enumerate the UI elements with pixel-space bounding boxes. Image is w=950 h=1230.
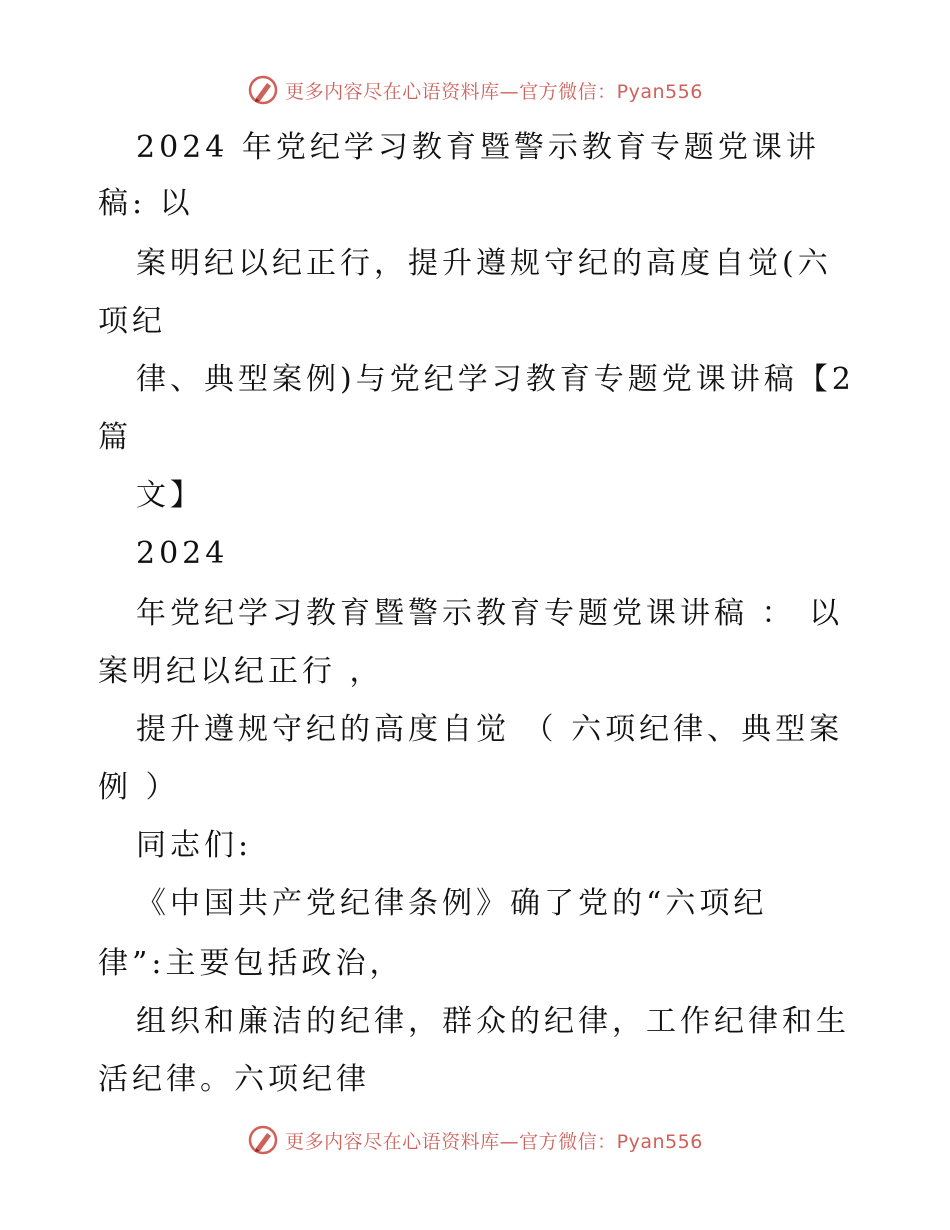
text-line: 同志们: xyxy=(136,828,253,863)
text-line: 案明纪以纪正行 ， xyxy=(98,654,384,689)
text-line: 项纪 xyxy=(98,304,166,339)
text-line: 稿: 以 xyxy=(98,186,194,221)
pen-logo-icon xyxy=(247,1124,279,1156)
text-line: 案明纪以纪正行，提升遵规守纪的高度自觉(六 xyxy=(136,246,832,281)
text-line: 例 ） xyxy=(98,770,180,805)
watermark-text: 更多内容尽在心语资料库—官方微信：Pyan556 xyxy=(285,80,703,103)
text-line: 活纪律。六项纪律 xyxy=(98,1062,370,1097)
text-line: 文】 xyxy=(136,478,204,513)
header-watermark xyxy=(0,70,950,110)
text-line: 律、典型案例)与党纪学习教育专题党课讲稿【2 xyxy=(136,362,855,397)
pen-logo-icon xyxy=(247,74,279,106)
text-line: 律”:主要包括政治， xyxy=(98,946,404,981)
footer-watermark xyxy=(0,1120,950,1160)
watermark-text: 更多内容尽在心语资料库—官方微信：Pyan556 xyxy=(285,1130,703,1153)
text-line: 《中国共产党纪律条例》确了党的“六项纪 xyxy=(136,886,768,921)
text-line: 组织和廉洁的纪律，群众的纪律，工作纪律和生 xyxy=(136,1004,850,1039)
text-line: 年党纪学习教育暨警示教育专题党课讲稿 ： 以 xyxy=(136,596,844,631)
text-line: 2024 xyxy=(136,536,229,571)
text-line: 篇 xyxy=(98,420,132,455)
text-line: 提升遵规守纪的高度自觉 （ 六项纪律、典型案 xyxy=(136,712,844,747)
text-line: 2024 年党纪学习教育暨警示教育专题党课讲 xyxy=(136,130,820,165)
